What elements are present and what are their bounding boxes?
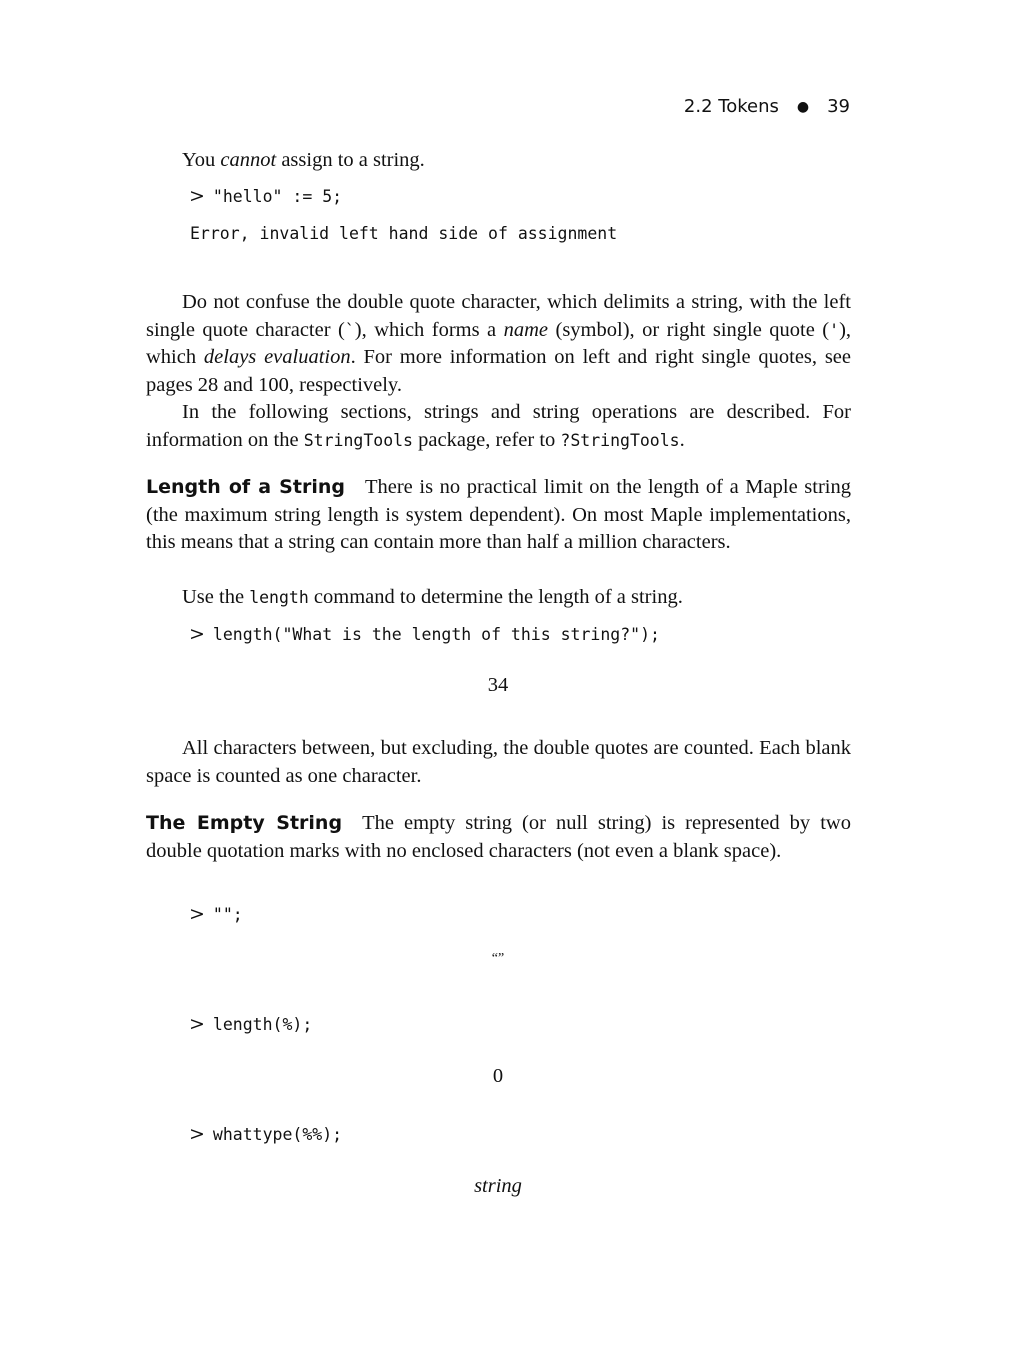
code-input: ""; <box>212 905 243 924</box>
prompt-symbol: > <box>189 1123 205 1145</box>
example-4-input <box>189 1014 312 1034</box>
left-quote-char: ` <box>344 320 355 340</box>
para1-emphasis-delays: delays evaluation <box>203 346 351 368</box>
para1-text-1: Do not confuse the double quote character, which delimits a string, with the left single quote character ( <box>146 291 851 341</box>
paragraph-quotes <box>146 289 851 399</box>
running-header <box>684 96 850 117</box>
intro-emphasis: cannot <box>220 149 277 171</box>
help-stringtools-code: ?StringTools <box>560 430 680 450</box>
section-length-of-string <box>146 474 851 557</box>
example-3-input <box>189 904 243 924</box>
example-1-input <box>189 186 342 206</box>
example-5-input <box>189 1124 342 1144</box>
prompt-symbol: > <box>189 1013 205 1035</box>
para1-text-2: ), which forms a <box>354 318 504 341</box>
code-input: "hello" := 5; <box>212 187 343 206</box>
example-2-input <box>189 624 660 644</box>
example-3-output: “” <box>491 951 505 966</box>
section-heading: Length of a String <box>146 476 345 498</box>
para1-emphasis-name: name <box>503 318 549 341</box>
intro-sentence <box>182 150 425 171</box>
right-quote-char: ' <box>829 320 840 340</box>
section-title: 2.2 Tokens <box>683 96 779 117</box>
example-4-output: 0 <box>492 1065 504 1087</box>
example-2-output: 34 <box>487 674 509 696</box>
prompt-symbol: > <box>189 185 205 207</box>
intro-post: assign to a string. <box>276 149 425 171</box>
code-input: length(%); <box>212 1015 313 1034</box>
section-body: There is no practical limit on the length of a Maple string (the maximum string length is system dependent). On most Maple implementations, this means that a string can contain more than half a million characters. <box>146 476 851 553</box>
para2-text-2: package, refer to <box>413 428 561 451</box>
para2-text-3: . <box>679 428 685 451</box>
stringtools-code: StringTools <box>303 430 413 450</box>
paragraph-sections <box>146 399 851 454</box>
para1-text-3: (symbol), or right single quote ( <box>548 318 830 341</box>
para1-text-4: ), which <box>146 318 852 368</box>
bullet-icon: ● <box>796 98 810 115</box>
prompt-symbol: > <box>189 903 205 925</box>
para1-text-5: . For more information on left and right single quotes, see pages 28 and 100, respectively. <box>146 346 851 396</box>
para2-text-1: In the following sections, strings and string operations are described. For information on the <box>146 401 851 451</box>
para3-text-1: Use the <box>182 586 250 608</box>
paragraph-characters-counted: All characters between, but excluding, the double quotes are counted. Each blank space is counted as one character. <box>146 737 851 787</box>
page-number: 39 <box>827 96 850 117</box>
prompt-symbol: > <box>189 623 205 645</box>
length-code: length <box>249 588 309 607</box>
section-body: The empty string (or null string) is represented by two double quotation marks with no enclosed characters (not even a blank space). <box>146 812 851 862</box>
example-5-output: string <box>474 1175 522 1197</box>
para3-text-2: command to determine the length of a string. <box>308 586 683 608</box>
code-input: whattype(%%); <box>212 1125 343 1144</box>
code-input: length("What is the length of this string?"); <box>212 625 660 644</box>
section-heading: The Empty String <box>146 812 343 834</box>
intro-pre: You <box>182 149 221 171</box>
error-message: Error, invalid left hand side of assignment <box>190 224 618 243</box>
section-empty-string <box>146 810 851 865</box>
paragraph-length-command <box>146 584 851 612</box>
